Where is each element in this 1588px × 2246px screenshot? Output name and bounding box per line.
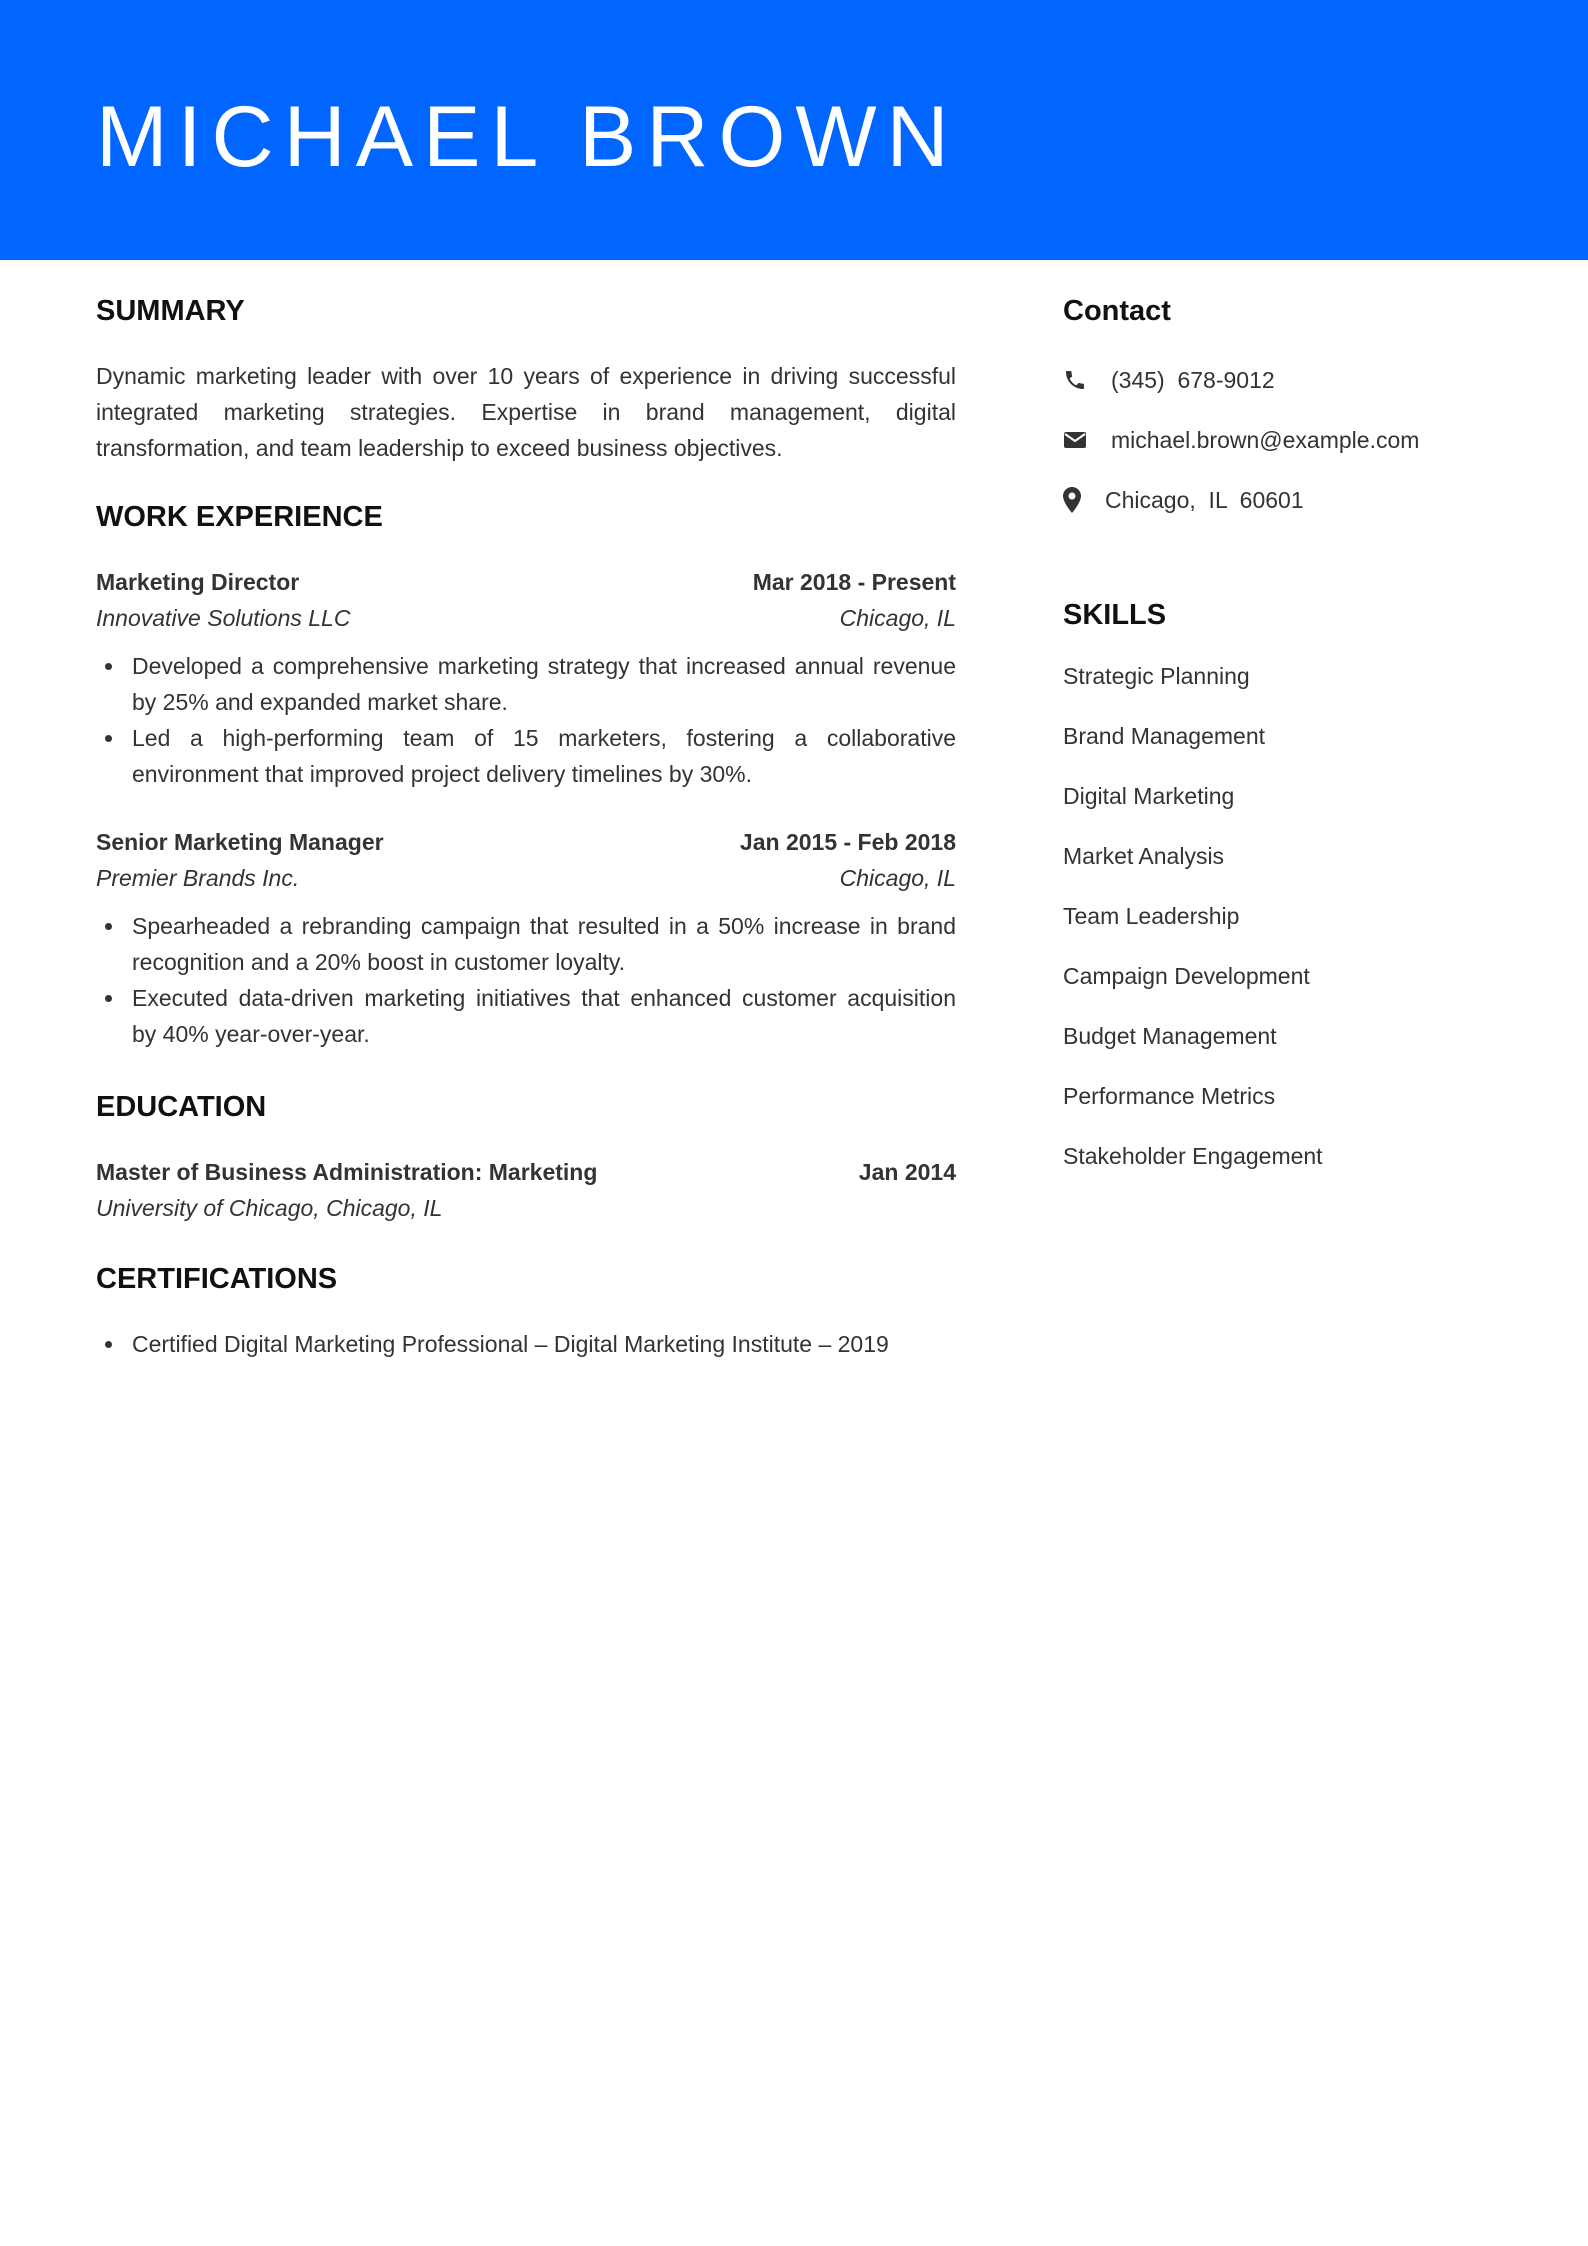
degree-title: Master of Business Administration: Marketing	[96, 1159, 598, 1185]
job-entry	[96, 824, 956, 1052]
header-banner	[0, 0, 1588, 260]
experience-section	[96, 496, 956, 1052]
contact-section	[1063, 290, 1493, 518]
sidebar-column	[1063, 290, 1493, 1174]
map-marker-icon	[1063, 487, 1105, 513]
job-dates: Mar 2018 - Present	[752, 569, 956, 595]
school-name: University of Chicago, Chicago, IL	[96, 1195, 443, 1221]
job-title: Senior Marketing Manager	[96, 829, 384, 855]
job-company: Premier Brands Inc.	[96, 865, 300, 891]
job-bullet: Developed a comprehensive marketing strategy that increased annual revenue by 25% and expanded market share.	[96, 648, 956, 720]
certifications-section	[96, 1258, 956, 1362]
education-section	[96, 1086, 956, 1226]
phone-icon	[1063, 368, 1111, 392]
main-column	[96, 290, 956, 1362]
summary-section	[96, 290, 956, 466]
job-bullet: Led a high-performing team of 15 marketers, fostering a collaborative environment that improved project delivery timelines by 30%.	[96, 720, 956, 792]
phone-number: (345) 678-9012	[1111, 366, 1275, 393]
skills-section	[1063, 594, 1493, 1174]
address-text: Chicago, IL 60601	[1105, 486, 1304, 513]
email-address: michael.brown@example.com	[1111, 426, 1420, 453]
skill-item: Market Analysis	[1063, 843, 1225, 869]
skill-item: Digital Marketing	[1063, 783, 1235, 809]
contact-email	[1063, 422, 1493, 458]
skill-item: Budget Management	[1063, 1023, 1277, 1049]
summary-text: Dynamic marketing leader with over 10 years of experience in driving successful integrated marketing strategies. Expertise in brand management, digital transformation, and team leadership to exceed business objectives.	[96, 363, 956, 461]
job-dates: Jan 2015 - Feb 2018	[739, 829, 956, 855]
job-location: Chicago, IL	[839, 865, 956, 891]
skill-item: Stakeholder Engagement	[1063, 1143, 1323, 1169]
skill-item: Brand Management	[1063, 723, 1266, 749]
skill-item: Campaign Development	[1063, 963, 1310, 989]
contact-phone	[1063, 362, 1493, 398]
job-bullets	[96, 648, 956, 792]
education-entry	[96, 1154, 956, 1226]
skills-list	[1063, 658, 1493, 1174]
job-bullet: Spearheaded a rebranding campaign that resulted in a 50% increase in brand recognition and a 20% boost in customer loyalty.	[96, 908, 956, 980]
job-entry	[96, 564, 956, 792]
experience-heading: WORK EXPERIENCE	[96, 501, 383, 533]
job-location: Chicago, IL	[839, 605, 956, 631]
job-bullet: Executed data-driven marketing initiatives that enhanced customer acquisition by 40% year-over-year.	[96, 980, 956, 1052]
certifications-list	[96, 1326, 956, 1362]
job-company: Innovative Solutions LLC	[96, 605, 351, 631]
job-bullets	[96, 908, 956, 1052]
skill-item: Team Leadership	[1063, 903, 1240, 929]
candidate-name: MICHAEL BROWN	[96, 89, 959, 185]
skills-heading: SKILLS	[1063, 599, 1167, 631]
contact-address	[1063, 482, 1493, 518]
envelope-icon	[1063, 430, 1111, 450]
certifications-heading: CERTIFICATIONS	[96, 1263, 338, 1295]
contact-heading: Contact	[1063, 295, 1171, 327]
education-heading: EDUCATION	[96, 1091, 267, 1123]
certification-item: Certified Digital Marketing Professional – Digital Marketing Institute – 2019	[96, 1326, 956, 1362]
skill-item: Performance Metrics	[1063, 1083, 1276, 1109]
summary-heading: SUMMARY	[96, 295, 245, 327]
job-title: Marketing Director	[96, 569, 300, 595]
degree-date: Jan 2014	[858, 1159, 956, 1185]
skill-item: Strategic Planning	[1063, 663, 1250, 689]
